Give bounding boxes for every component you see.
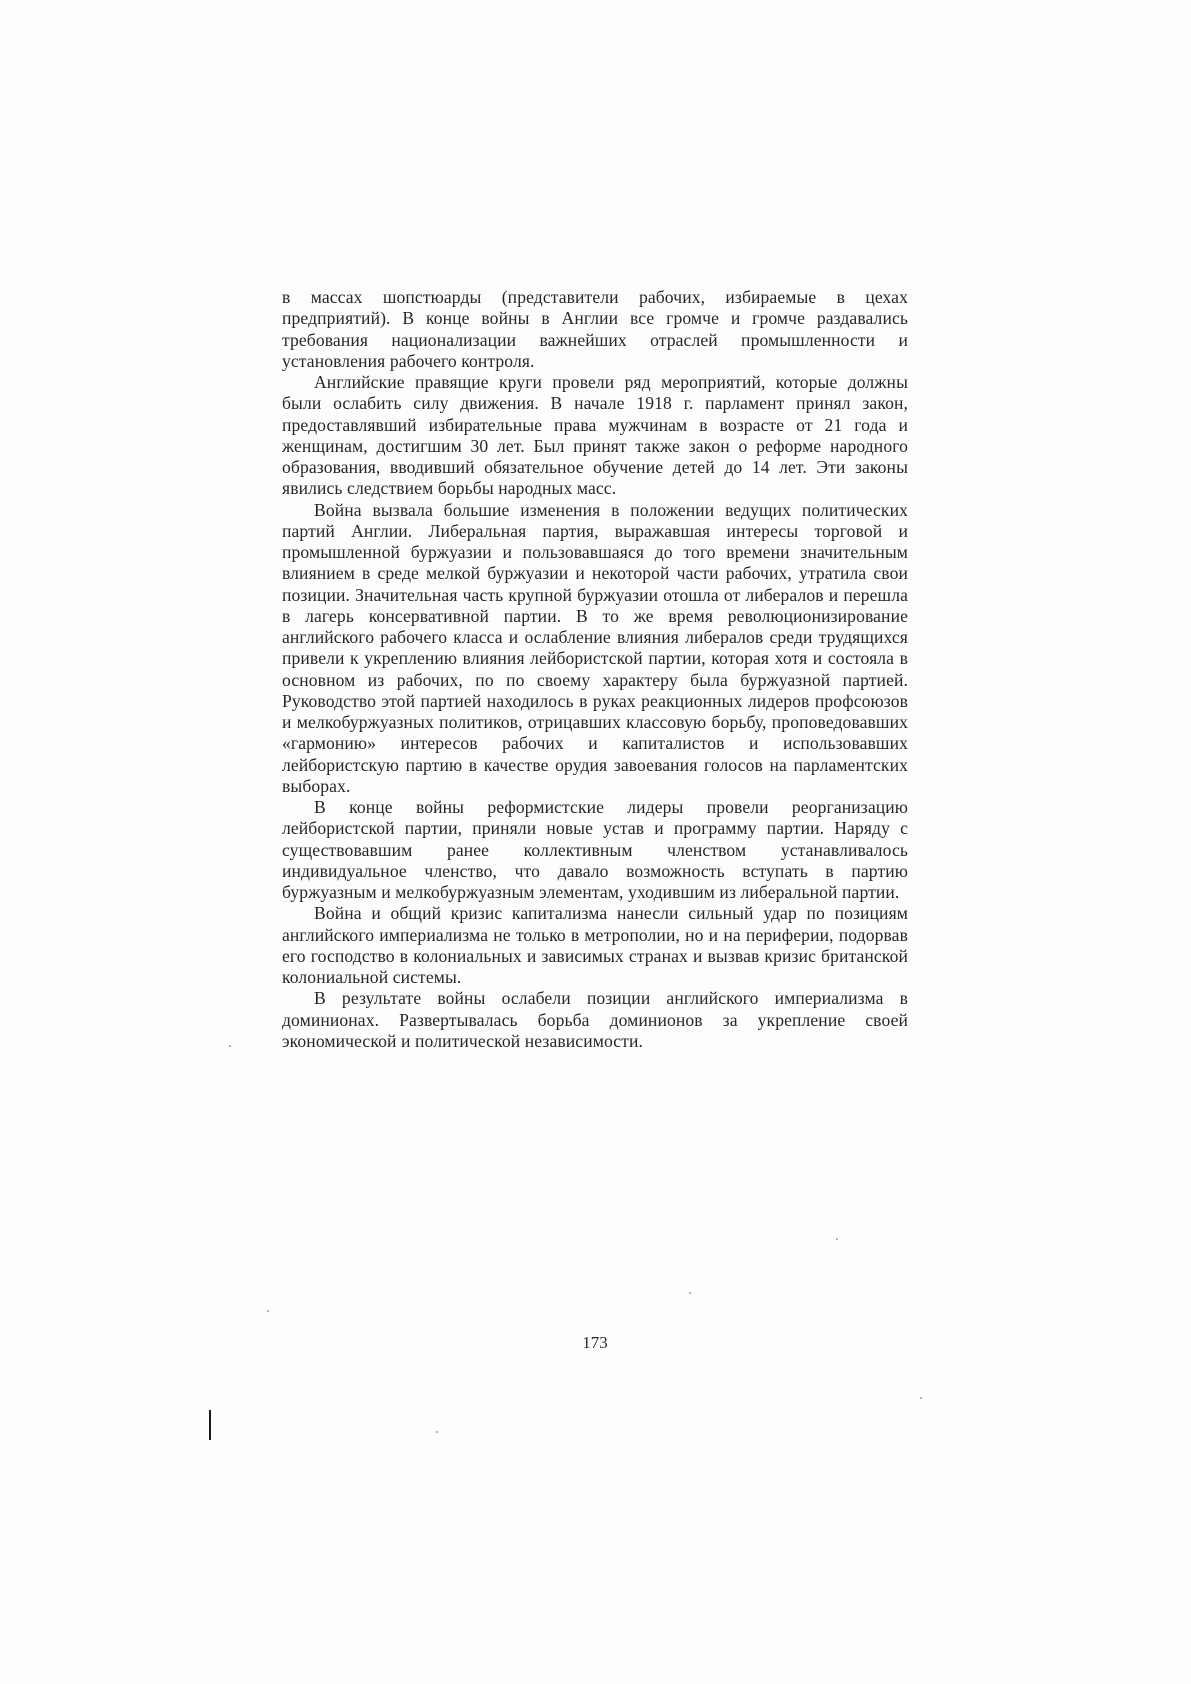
paragraph: в массах шопстюарды (представители рабочих, избираемые в цехах предприятий). В конце войны в Англии все громче и громче раздавались требования национализации важнейших отраслей промышленности и установления рабочего контроля. xyxy=(282,287,908,371)
scan-speck xyxy=(836,1238,838,1240)
scan-speck xyxy=(267,1310,269,1312)
paragraph: Война и общий кризис капитализма нанесли сильный удар по позициям английского империализма не только в метрополии, но и на периферии, подорвав его господство в колониальных и зависимых странах и вызвав кризис британской колониальной системы. xyxy=(282,903,908,987)
paragraph: Война вызвала большие изменения в положении ведущих политических партий Англии. Либеральная партия, выражавшая интересы торговой и промышленной буржуазии и пользовавшаяся до того времени значительным влиянием в среде мелкой буржуазии и некоторой части рабочих, утратила свои позиции. Значительная часть крупной буржуазии отошла от либералов и перешла в лагерь консервативной партии. В то же время революционизирование английского рабочего класса и ослабление влияния либералов среди трудящихся привели к укреплению влияния лейбористской партии, которая хотя и состояла в основном из рабочих, по по своему характеру была буржуазной партией. Руководство этой партией находилось в руках реакционных лидеров профсоюзов и мелкобуржуазных политиков, отрицавших классовую борьбу, проповедовавших «гармонию» интересов рабочих и капиталистов и использовавших лейбористскую партию в качестве орудия завоевания голосов на парламентских выборах. xyxy=(282,499,908,796)
scan-speck xyxy=(920,1397,922,1399)
paragraph: В конце войны реформистские лидеры провели реорганизацию лейбористской партии, приняли новые устав и программу партии. Наряду с существовавшим ранее коллективным членством устанавливалось индивидуальное членство, что давало возможность вступать в партию буржуазным и мелкобуржуазным элементам, уходившим из либеральной партии. xyxy=(282,797,908,902)
scan-speck xyxy=(436,1431,438,1433)
scan-speck xyxy=(229,1045,231,1047)
page-text xyxy=(282,287,908,1052)
scan-speck xyxy=(689,1292,691,1294)
paragraph: В результате войны ослабели позиции английского империализма в доминионах. Развертывалась борьба доминионов за укрепление своей экономической и политической независимости. xyxy=(282,988,908,1051)
paragraph: Английские правящие круги провели ряд мероприятий, которые должны были ослабить силу движения. В начале 1918 г. парламент принял закон, предоставлявший избирательные права мужчинам в возрасте от 21 года и женщинам, достигшим 30 лет. Был принят также закон о реформе народного образования, вводивший обязательное обучение детей до 14 лет. Эти законы явились следствием борьбы народных масс. xyxy=(282,372,908,499)
page-number: 173 xyxy=(582,1333,608,1352)
margin-mark xyxy=(209,1410,211,1440)
